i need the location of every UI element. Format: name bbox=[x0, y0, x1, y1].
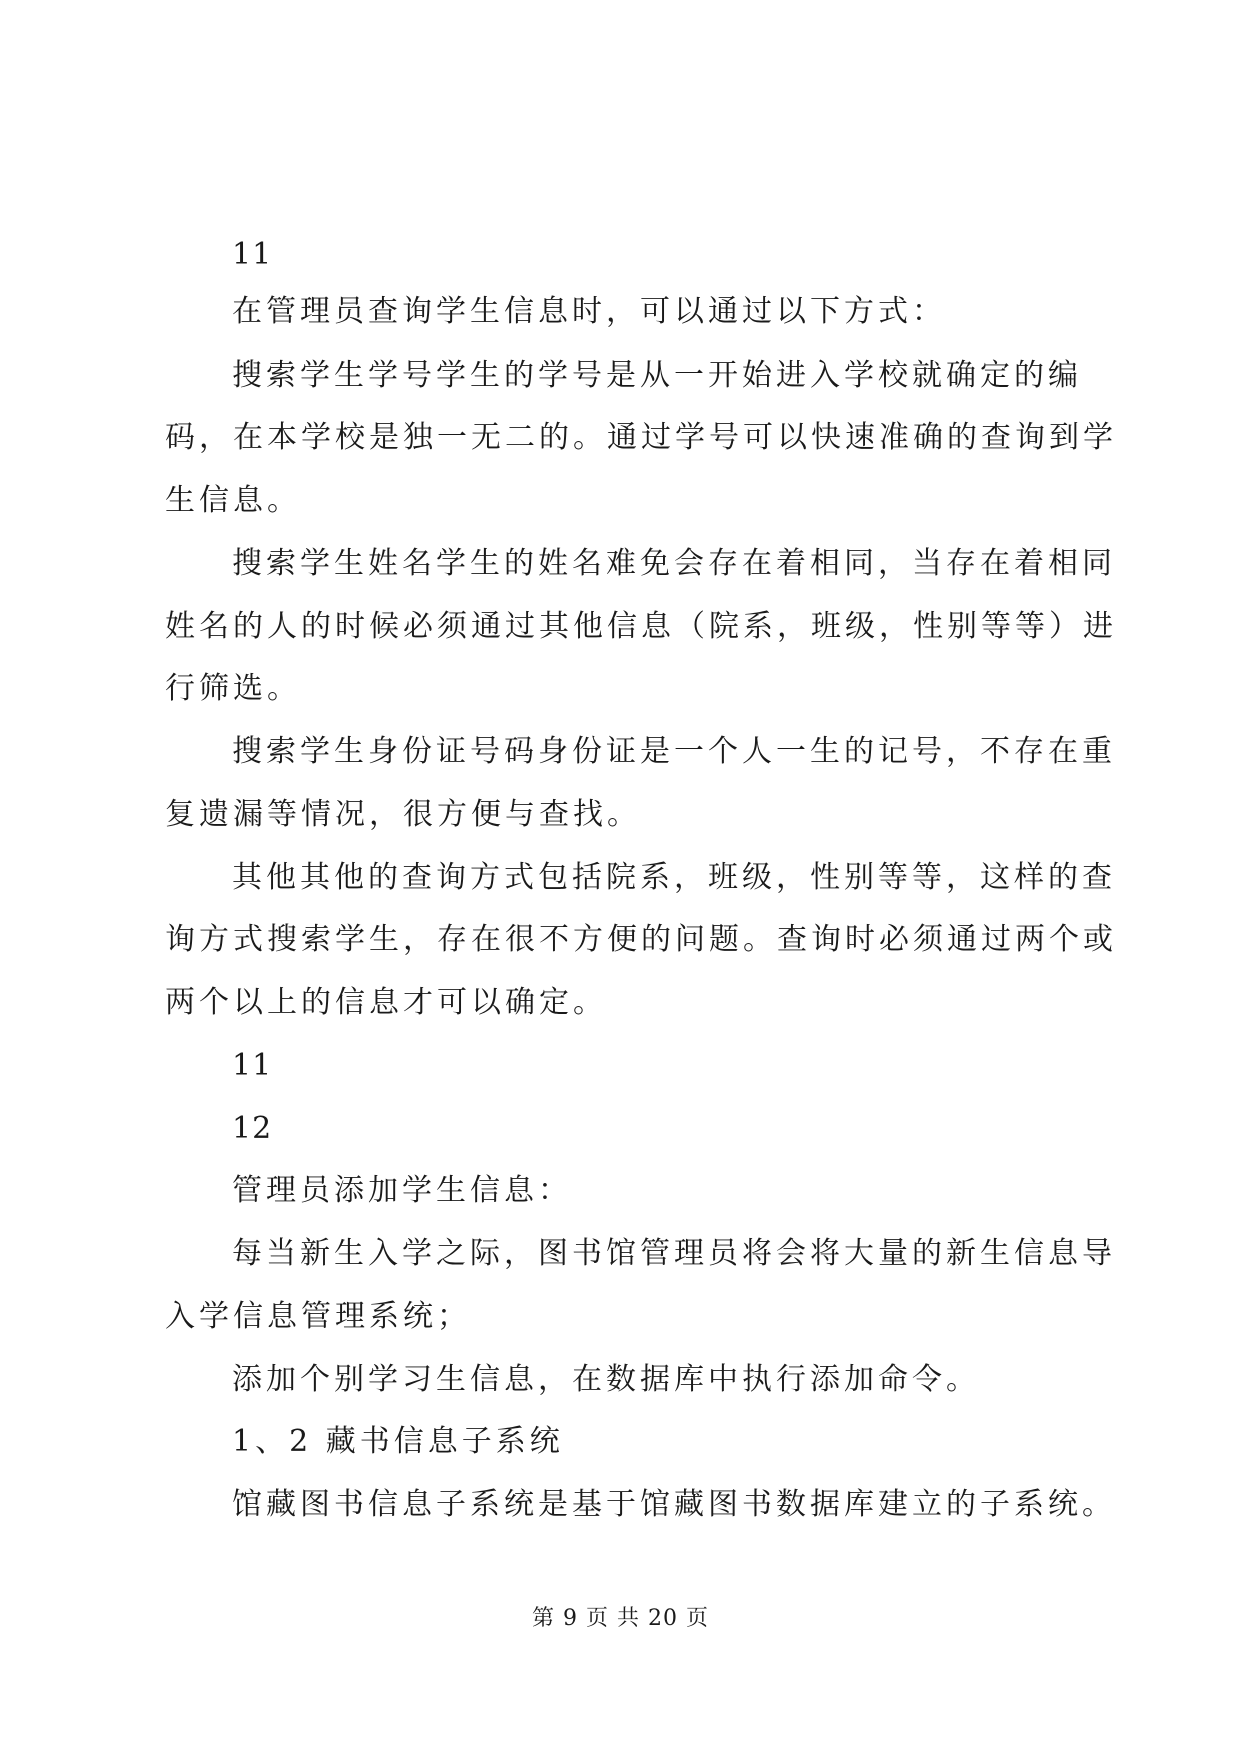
paragraph-line: 搜索学生学号学生的学号是从一开始进入学校就确定的编 bbox=[232, 358, 1082, 393]
section-heading: 1、2 藏书信息子系统 bbox=[232, 1424, 564, 1459]
paragraph-line: 搜索学生身份证号码身份证是一个人一生的记号，不存在重 bbox=[232, 734, 1116, 769]
paragraph-line: 馆藏图书信息子系统是基于馆藏图书数据库建立的子系统。 bbox=[232, 1487, 1116, 1522]
paragraph-line: 搜索学生姓名学生的姓名难免会存在着相同，当存在着相同 bbox=[232, 546, 1116, 581]
paragraph-number: 11 bbox=[232, 1048, 273, 1083]
paragraph-line: 行筛选。 bbox=[165, 671, 301, 706]
paragraph-line: 两个以上的信息才可以确定。 bbox=[165, 985, 607, 1020]
paragraph-line: 添加个别学习生信息，在数据库中执行添加命令。 bbox=[232, 1362, 980, 1397]
paragraph-line: 每当新生入学之际，图书馆管理员将会将大量的新生信息导 bbox=[232, 1236, 1116, 1271]
paragraph-line: 码，在本学校是独一无二的。通过学号可以快速准确的查询到学 bbox=[165, 420, 1117, 455]
paragraph-line: 生信息。 bbox=[165, 483, 301, 518]
paragraph-line: 入学信息管理系统； bbox=[165, 1299, 471, 1334]
paragraph-line: 其他其他的查询方式包括院系，班级，性别等等，这样的查 bbox=[232, 860, 1116, 895]
paragraph-line: 管理员添加学生信息： bbox=[232, 1173, 572, 1208]
paragraph-line: 复遗漏等情况，很方便与查找。 bbox=[165, 797, 641, 832]
paragraph-number: 12 bbox=[232, 1111, 273, 1146]
paragraph-line: 在管理员查询学生信息时，可以通过以下方式： bbox=[232, 294, 946, 329]
paragraph-line: 姓名的人的时候必须通过其他信息（院系，班级，性别等等）进 bbox=[165, 609, 1117, 644]
page-footer: 第 9 页 共 20 页 bbox=[532, 1606, 709, 1631]
paragraph-line: 询方式搜索学生，存在很不方便的问题。查询时必须通过两个或 bbox=[165, 922, 1117, 957]
paragraph-number: 11 bbox=[232, 237, 273, 272]
